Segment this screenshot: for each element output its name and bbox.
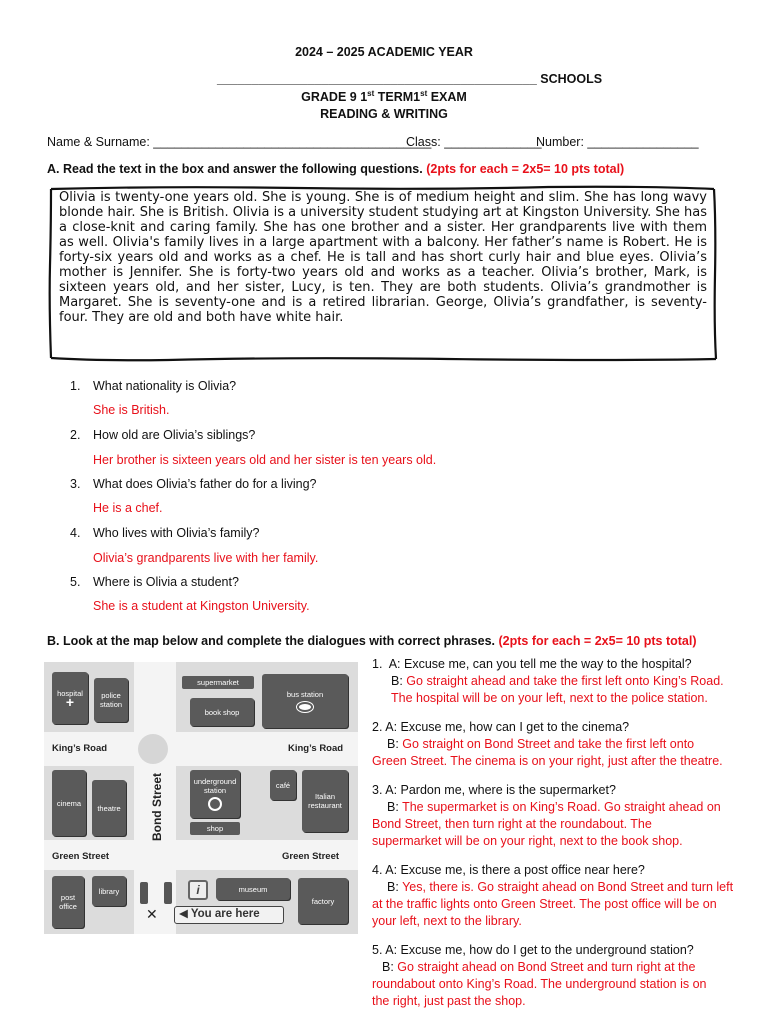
italian-restaurant-building [302, 770, 348, 832]
dialogue-4 [372, 862, 733, 930]
dialogue-5-question: A: Excuse me, how do I get to the underground station? [385, 943, 694, 957]
green-street-left-label: Green Street [52, 851, 110, 862]
bus-icon [297, 702, 313, 712]
question-3: What does Olivia’s father do for a living? [93, 477, 317, 491]
dialogue-1-a [372, 656, 724, 673]
dialogue-4-answer-line-2: at the traffic lights onto Green Street. The post office will be on [372, 897, 717, 911]
answer-3: He is a chef. [93, 501, 163, 515]
dialogue-5-number: 5. [372, 943, 383, 957]
dialogue-4-question: A: Excuse me, is there a post office near here? [385, 863, 645, 877]
schools-line: ______________________________________________ SCHOOLS [217, 72, 603, 86]
term-label: TERM1 [374, 90, 421, 104]
dialogue-5-answer-line-2: roundabout onto King’s Road. The underground station is on [372, 977, 707, 991]
italian-label: Italian restaurant [308, 792, 342, 810]
dialogue-1-question: A: Excuse me, can you tell me the way to the hospital? [388, 657, 692, 671]
question-2: How old are Olivia’s siblings? [93, 428, 256, 442]
bus-label: bus station [286, 690, 324, 699]
passage-text: Olivia is twenty-one years old. She is young. She is of medium height and slim. She has long wavy blonde hair. She is British. Olivia is a university student studying art at Kingston University. She has a close-knit and caring family. She has one brother and a sister. Her grandparents live with them as well. Olivia's family lives in a large apartment with a balcony. Her father’s name is Robert. He is forty-six years old and works as a chef. He is tall and has short curly hair and blue eyes. Olivia’s mother is Jennifer. She is forty-two years old and works as a teacher. Olivia’s brother, Mark, is sixteen years old, and her sister, Lucy, is ten. They are both students. Olivia’s grandmother is Margaret. She is seventy-one and is a retired librarian. George, Olivia’s grandfather, is seventy-four. They are old and both have white hair. [59, 190, 707, 325]
answer-1: She is British. [93, 403, 170, 417]
dialogue-1-number: 1. [372, 657, 383, 671]
dialogue-4-b [372, 879, 733, 896]
traffic-light-left-icon [140, 882, 148, 904]
question-4-number: 4. [70, 526, 81, 540]
bookshop-label: book shop [204, 707, 240, 717]
dialogue-3-answer-line-3: supermarket will be on your right, next to the book shop. [372, 834, 683, 848]
dialogue-1-answer-line-1: Go straight ahead and take the first left onto King’s Road. [406, 674, 724, 688]
dialogue-5-answer-line-1: Go straight ahead on Bond Street and turn right at the [397, 960, 696, 974]
museum-building [216, 878, 290, 900]
question-1: What nationality is Olivia? [93, 379, 237, 393]
question-1-number: 1. [70, 379, 81, 393]
dialogue-3-b-prefix: B: [387, 800, 399, 814]
dialogue-3-answer-line-2: Bond Street, then turn right at the roundabout. The [372, 817, 652, 831]
factory-label: factory [311, 896, 335, 906]
bond-street-label: Bond Street [150, 773, 164, 842]
kings-road-right-label: King’s Road [288, 743, 344, 754]
supermarket-label: supermarket [197, 678, 239, 687]
question-2-number: 2. [70, 428, 81, 442]
hospital-building [52, 672, 88, 724]
green-street-right-label: Green Street [282, 851, 340, 862]
hospital-label: hospital [57, 689, 83, 698]
x-mark-icon: ✕ [146, 906, 158, 922]
hospital-cross-icon: + [65, 694, 75, 710]
dialogue-4-number: 4. [372, 863, 383, 877]
you-are-here-sign [174, 906, 284, 924]
underground-station-building [190, 770, 240, 818]
dialogue-4-a [372, 862, 733, 879]
class-field: Class: ______________ [406, 135, 542, 149]
dialogue-3-question: A: Pardon me, where is the supermarket? [385, 783, 616, 797]
dialogue-4-answer-line-1: Yes, there is. Go straight ahead on Bond Street and turn left [402, 880, 734, 894]
section-a-points: (2pts for each = 2x5= 10 pts total) [426, 162, 625, 176]
dialogue-5-a [372, 942, 707, 959]
dialogue-3-b [372, 799, 721, 816]
question-3-number: 3. [70, 477, 81, 491]
section-b-points: (2pts for each = 2x5= 10 pts total) [498, 634, 697, 648]
answer-4: Olivia’s grandparents live with her family. [93, 551, 319, 565]
dialogue-1 [372, 656, 724, 707]
dialogue-1-b-prefix: B: [391, 674, 403, 688]
dialogue-2 [372, 719, 723, 770]
theatre-label: theatre [97, 803, 121, 813]
dialogue-5 [372, 942, 707, 1010]
bus-station-building [262, 674, 348, 728]
dialogue-3-a [372, 782, 721, 799]
academic-year: 2024 – 2025 ACADEMIC YEAR [295, 45, 473, 59]
question-4: Who lives with Olivia’s family? [93, 526, 260, 540]
you-are-here-label: You are here [190, 908, 260, 920]
post-office-building [52, 876, 84, 928]
dialogue-2-b-prefix: B: [387, 737, 399, 751]
police-station-building [94, 678, 128, 722]
dialogue-2-answer-line-2: Green Street. The cinema is on your right, just after the theatre. [372, 754, 723, 768]
dialogue-1-answer-line-2: The hospital will be on your left, next to the police station. [391, 691, 708, 705]
section-a-heading [47, 162, 624, 176]
shop-building [190, 822, 240, 835]
dialogue-5-b [372, 959, 707, 976]
section-a-instruction: A. Read the text in the box and answer the following questions. [47, 162, 423, 176]
cinema-label: cinema [56, 798, 82, 808]
dialogue-5-answer-line-3: the right, just past the shop. [372, 994, 526, 1008]
exam-label: EXAM [427, 90, 467, 104]
museum-label: museum [238, 884, 268, 894]
dialogue-5-b-prefix: B: [382, 960, 394, 974]
question-5-number: 5. [70, 575, 81, 589]
grade-sup: st [367, 88, 375, 98]
factory-building [298, 878, 348, 924]
dialogue-3-answer-line-1: The supermarket is on King’s Road. Go straight ahead on [402, 800, 721, 814]
answer-5: She is a student at Kingston University. [93, 599, 310, 613]
library-label: library [98, 886, 120, 896]
subject-title: READING & WRITING [320, 107, 448, 121]
dialogue-2-number: 2. [372, 720, 383, 734]
post-office-label: post office [59, 893, 77, 911]
dialogue-4-answer-line-3: your left, next to the library. [372, 914, 522, 928]
underground-label: underground station [193, 777, 237, 795]
term-sup: st [420, 88, 428, 98]
underground-icon [208, 797, 222, 811]
question-5: Where is Olivia a student? [93, 575, 239, 589]
cafe-label: café [275, 780, 291, 790]
shop-label: shop [206, 824, 224, 833]
arrow-left-icon: ◀ [179, 908, 191, 920]
police-label: police station [99, 691, 123, 709]
cinema-building [52, 770, 86, 836]
dialogue-2-b [372, 736, 723, 753]
dialogue-4-b-prefix: B: [387, 880, 399, 894]
number-field: Number: ________________ [536, 135, 699, 149]
dialogue-3-number: 3. [372, 783, 383, 797]
name-field: Name & Surname: ________________________________________ [47, 135, 432, 149]
traffic-light-right-icon [164, 882, 172, 904]
dialogue-2-a [372, 719, 723, 736]
kings-road-left-label: King’s Road [52, 743, 108, 754]
cafe-building [270, 770, 296, 800]
library-building [92, 876, 126, 906]
passage-box [48, 185, 718, 363]
section-b-heading [47, 634, 697, 648]
info-icon: i [188, 880, 208, 900]
grade-prefix: GRADE 9 1 [301, 90, 368, 104]
street-map [44, 662, 358, 934]
bookshop-building [190, 698, 254, 726]
dialogue-2-answer-line-1: Go straight on Bond Street and take the first left onto [402, 737, 695, 751]
answer-2: Her brother is sixteen years old and her sister is ten years old. [93, 453, 437, 467]
grade-term-title [0, 90, 768, 104]
section-b-instruction: B. Look at the map below and complete the dialogues with correct phrases. [47, 634, 496, 648]
supermarket-building [182, 676, 254, 689]
theatre-building [92, 780, 126, 836]
dialogue-1-b [372, 673, 724, 690]
dialogue-3 [372, 782, 721, 850]
dialogue-2-question: A: Excuse me, how can I get to the cinema? [385, 720, 630, 734]
